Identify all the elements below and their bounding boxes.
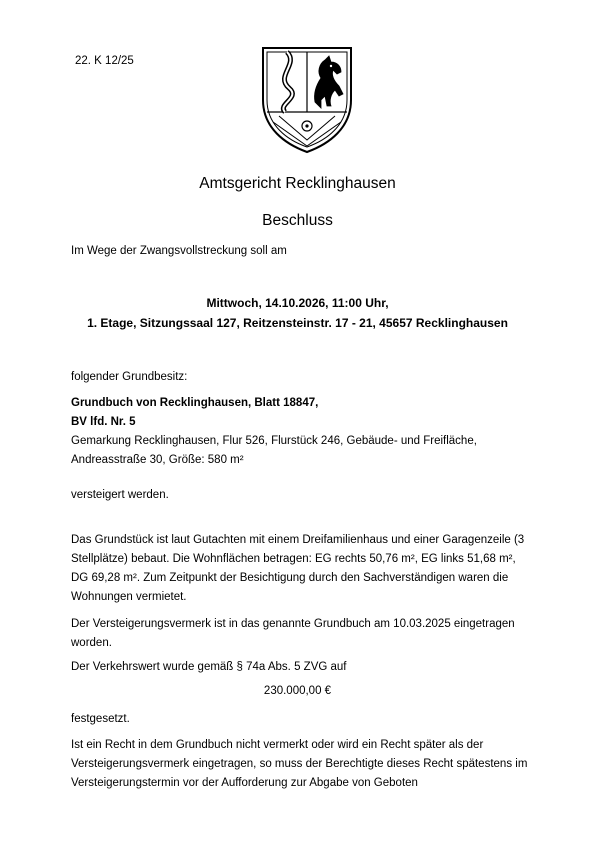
verkehrswert-amount: 230.000,00 € xyxy=(263,685,332,697)
versteigerungsvermerk: Der Versteigerungsvermerk ist in das genannte Grundbuch am 10.03.2025 eingetragen worden. xyxy=(71,618,515,649)
festgesetzt-text: festgesetzt. xyxy=(71,713,130,725)
auction-date: Mittwoch, 14.10.2026, 11:00 Uhr, xyxy=(206,296,389,310)
court-name: Amtsgericht Recklinghausen xyxy=(199,175,396,192)
property-line-1: Grundbuch von Recklinghausen, Blatt 18847, xyxy=(71,397,319,409)
property-line-2: BV lfd. Nr. 5 xyxy=(71,416,136,428)
recht-paragraph: Ist ein Recht in dem Grundbuch nicht vermerkt oder wird ein Recht später als der Versteigerungsvermerk eingetragen, so muss der Berechtigte dieses Recht spätestens im Versteigerungstermin vor der Aufforderung zur Abgabe von Geboten xyxy=(71,739,528,789)
case-number: 22. K 12/25 xyxy=(75,55,134,67)
versteigert-text: versteigert werden. xyxy=(71,489,169,501)
property-description: Das Grundstück ist laut Gutachten mit einem Dreifamilienhaus und einer Garagenzeile (3 Stellplätze) bebaut. Die Wohnflächen betragen: EG rechts 50,76 m², EG links 51,68 m², DG 69,28 m². Zum Zeitpunkt der Besichtigung durch den Sachverständigen waren die Wohnungen vermietet. xyxy=(71,534,525,603)
grundbesitz-label: folgender Grundbesitz: xyxy=(71,371,188,383)
document-title: Beschluss xyxy=(262,212,333,229)
verkehrswert-intro: Der Verkehrswert wurde gemäß § 74a Abs. 5 ZVG auf xyxy=(71,661,347,673)
auction-place: 1. Etage, Sitzungssaal 127, Reitzensteinstr. 17 - 21, 45657 Recklinghausen xyxy=(87,316,508,330)
property-line-4: Andreasstraße 30, Größe: 580 m² xyxy=(71,454,244,466)
intro-text: Im Wege der Zwangsvollstreckung soll am xyxy=(71,245,287,257)
coat-of-arms-icon xyxy=(259,42,355,156)
property-line-3: Gemarkung Recklinghausen, Flur 526, Flurstück 246, Gebäude- und Freifläche, xyxy=(71,435,477,447)
